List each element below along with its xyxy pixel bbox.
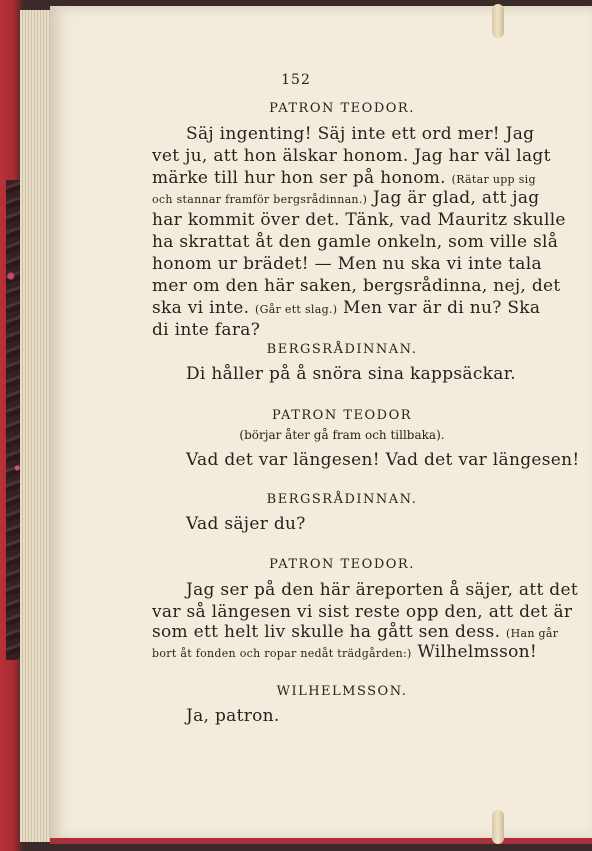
dialogue-line bbox=[152, 168, 536, 188]
dialogue-line: Di håller på å snöra sina kappsäckar. bbox=[186, 364, 516, 384]
cover-edge bbox=[50, 838, 592, 844]
stage-direction: och stannar framför bergsrådinnan.) bbox=[152, 193, 368, 206]
dialogue-line bbox=[152, 188, 539, 208]
ribbon-tab-bottom bbox=[492, 810, 504, 844]
speaker-name: BERGSRÅDINNAN. bbox=[266, 492, 418, 507]
dialogue-text: Jag är glad, att jag bbox=[372, 188, 540, 208]
dialogue-line bbox=[152, 642, 537, 662]
speaker-name: PATRON TEODOR. bbox=[269, 557, 415, 572]
dialogue-text: Men var är di nu? Ska bbox=[343, 298, 541, 318]
dialogue-line: Ja, patron. bbox=[186, 706, 280, 726]
dialogue-line: Säj ingenting! Säj inte ett ord mer! Jag bbox=[186, 124, 535, 144]
ribbon-tab-top bbox=[492, 4, 504, 38]
speaker-name: WILHELMSSON. bbox=[276, 684, 408, 699]
dialogue-line: ha skrattat åt den gamle onkeln, som ville slå bbox=[152, 232, 559, 252]
stage-direction: (Rätar upp sig bbox=[451, 173, 536, 186]
stage-direction: (Han går bbox=[506, 627, 559, 640]
speaker-name: BERGSRÅDINNAN. bbox=[266, 342, 418, 357]
stage-direction: (Går ett slag.) bbox=[255, 303, 338, 316]
dialogue-line: vet ju, att hon älskar honom. Jag har väl lagt bbox=[152, 146, 551, 166]
speaker-name: PATRON TEODOR. bbox=[269, 101, 415, 116]
stage-direction: bort åt fonden och ropar nedåt trädgården:) bbox=[152, 647, 412, 660]
dialogue-line: Vad säjer du? bbox=[186, 514, 306, 534]
dialogue-line: honom ur brädet! — Men nu ska vi inte tala bbox=[152, 254, 542, 274]
dialogue-line: di inte fara? bbox=[152, 320, 261, 340]
dialogue-line: mer om den här saken, bergsrådinna, nej, det bbox=[152, 276, 561, 296]
page-number: 152 bbox=[281, 72, 311, 88]
dialogue-text: märke till hur hon ser på honom. bbox=[152, 168, 446, 188]
dialogue-line: har kommit över det. Tänk, vad Mauritz skulle bbox=[152, 210, 566, 230]
stage-direction: (börjar åter gå fram och tillbaka). bbox=[239, 428, 445, 442]
dialogue-line: Vad det var längesen! Vad det var längesen! bbox=[186, 450, 580, 470]
dialogue-text: Wilhelmsson! bbox=[417, 642, 538, 662]
dialogue-text: som ett helt liv skulle ha gått sen dess. bbox=[152, 622, 501, 642]
speaker-name: PATRON TEODOR bbox=[271, 408, 413, 423]
dialogue-text: ska vi inte. bbox=[152, 298, 250, 318]
dialogue-line: var så längesen vi sist reste opp den, att det är bbox=[152, 602, 573, 622]
dialogue-line: Jag ser på den här äreporten å säjer, att det bbox=[186, 580, 578, 600]
dialogue-line bbox=[152, 622, 558, 642]
dialogue-line bbox=[152, 298, 540, 318]
